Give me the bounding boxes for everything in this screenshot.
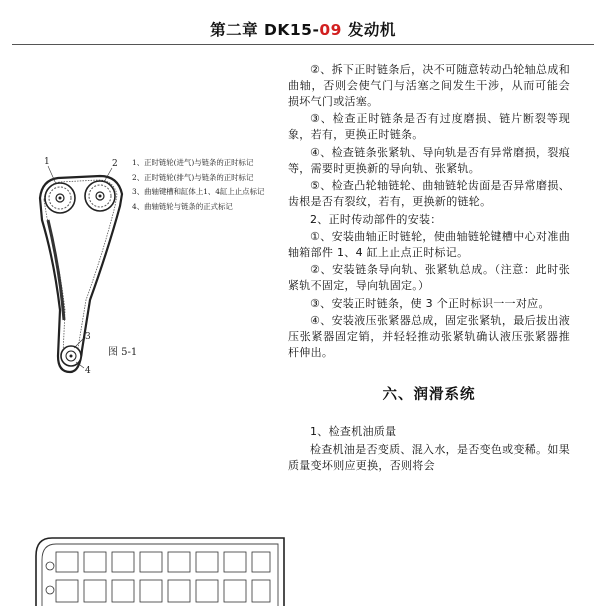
diagram-legend [132, 156, 302, 214]
title-suffix: 发动机 [341, 21, 396, 39]
exhaust-sprocket [85, 181, 115, 211]
figure-column [0, 50, 300, 604]
legend-item: 4、曲轴链轮与链条的正式标记 [132, 201, 233, 211]
title-prefix: 第二章 DK15- [210, 21, 320, 39]
paragraph: ①、安装曲轴正时链轮，使曲轴链轮键槽中心对准曲轴箱部件 1、4 缸上止点正时标记。 [288, 229, 570, 259]
body-text [288, 62, 570, 475]
page-header [0, 0, 606, 46]
paragraph: 2、正时传动部件的安装： [310, 212, 442, 226]
crank-sprocket [61, 346, 81, 366]
paragraph: ③、检查正时链条是否有过度磨损、链片断裂等现象，若有，更换正时链条。 [288, 112, 570, 142]
intake-sprocket [45, 183, 75, 213]
engine-block-figure [22, 526, 292, 606]
paragraph: 检查机油是否变质、混入水，是否变色或变稀。如果质量变坏则应更换，否则将会 [288, 442, 570, 472]
callout-4: 4 [85, 366, 91, 376]
chapter-title [0, 18, 606, 40]
tensioner-rail [48, 220, 64, 320]
title-accent: 09 [319, 21, 342, 39]
timing-chain-diagram [30, 110, 130, 380]
paragraph: ⑤、检查凸轮轴链轮、曲轴链轮齿面是否异常磨损、齿根是否有裂纹，若有，更换新的链轮。 [288, 179, 570, 209]
callout-1: 1 [44, 157, 50, 167]
legend-item: 1、正时链轮(进气)与链条的正时标记 [132, 158, 254, 167]
header-divider [12, 44, 594, 45]
legend-item: 3、曲轴键槽和缸体上1、4缸上止点标记 [132, 187, 265, 196]
section-heading: 六、润滑系统 [382, 387, 476, 404]
paragraph: ④、安装液压张紧器总成，固定张紧轨，最后拔出液压张紧器固定销，并轻轻推动张紧轨确认液压张紧器推杆伸出。 [288, 314, 570, 360]
callout-2: 2 [112, 159, 118, 169]
figure-caption: 图 5-1 [108, 347, 138, 358]
subheading: 1、检查机油质量 [310, 425, 397, 439]
paragraph: ③、安装正时链条，使 3 个正时标识一一对应。 [310, 296, 550, 310]
legend-item: 2、正时链轮(排气)与链条的正时标记 [132, 172, 254, 182]
paragraph: ②、拆下正时链条后，决不可随意转动凸轮轴总成和曲轴，否则会使气门与活塞之间发生干涉，从而可能会损坏气门或活塞。 [288, 63, 570, 108]
paragraph: ④、检查链条张紧轨、导向轨是否有异常磨损，裂痕等，需要时更换新的导向轨、张紧轨。 [288, 145, 570, 175]
paragraph: ②、安装链条导向轨、张紧轨总成。（注意：此时张紧轨不固定，导向轨固定。） [288, 263, 570, 293]
callout-3: 3 [85, 332, 91, 342]
